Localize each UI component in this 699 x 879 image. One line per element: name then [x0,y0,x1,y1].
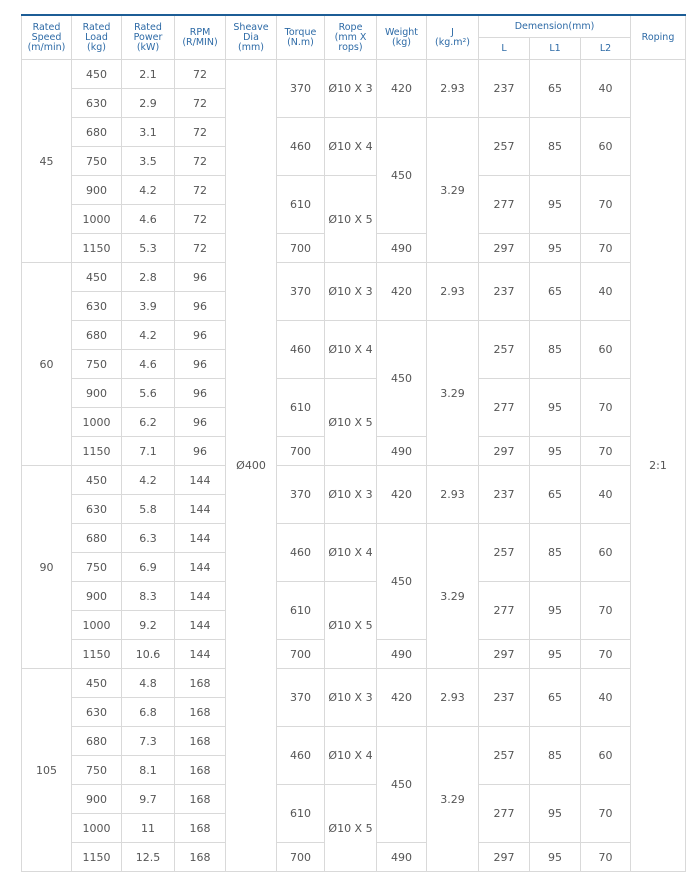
inertia-j-cell: 3.29 [427,118,479,263]
rated-power-cell: 2.9 [122,89,175,118]
rpm-cell: 72 [175,234,226,263]
rated-power-cell: 4.6 [122,205,175,234]
rpm-cell: 72 [175,89,226,118]
dim-l2-cell: 70 [581,843,631,872]
torque-cell: 370 [277,669,325,727]
dim-l2-cell: 70 [581,234,631,263]
dim-l2-cell: 40 [581,263,631,321]
rated-power-cell: 6.3 [122,524,175,553]
torque-cell: 610 [277,785,325,843]
weight-cell: 490 [377,234,427,263]
rated-load-cell: 680 [72,524,122,553]
weight-cell: 420 [377,669,427,727]
rated-power-cell: 3.1 [122,118,175,147]
rpm-cell: 168 [175,669,226,698]
torque-cell: 370 [277,466,325,524]
dim-l2-cell: 60 [581,321,631,379]
torque-cell: 460 [277,524,325,582]
inertia-j-cell: 2.93 [427,263,479,321]
header-sheave-dia: Sheave Dia (mm) [226,15,277,60]
dim-l1-cell: 85 [530,321,581,379]
table-row [22,321,686,350]
rpm-cell: 168 [175,843,226,872]
rated-power-cell: 7.1 [122,437,175,466]
rpm-cell: 144 [175,553,226,582]
weight-cell: 450 [377,118,427,234]
weight-cell: 420 [377,466,427,524]
rpm-cell: 96 [175,263,226,292]
dim-l-cell: 237 [479,263,530,321]
rpm-cell: 144 [175,495,226,524]
rpm-cell: 168 [175,814,226,843]
rated-speed-cell: 45 [22,60,72,263]
rated-power-cell: 6.2 [122,408,175,437]
header-inertia-j: J (kg.m²) [427,15,479,60]
traction-machine-spec-table [21,14,686,872]
rated-power-cell: 5.6 [122,379,175,408]
header-dim-l2: L2 [581,38,631,60]
rated-power-cell: 3.5 [122,147,175,176]
rated-load-cell: 1000 [72,611,122,640]
weight-cell: 450 [377,524,427,640]
dim-l1-cell: 95 [530,640,581,669]
spec-table-body [22,60,686,872]
dim-l1-cell: 85 [530,118,581,176]
dim-l2-cell: 70 [581,785,631,843]
dim-l2-cell: 70 [581,437,631,466]
rpm-cell: 144 [175,640,226,669]
rated-load-cell: 750 [72,756,122,785]
rope-cell: Ø10 X 5 [325,379,377,466]
header-rated-load: Rated Load (kg) [72,15,122,60]
rated-power-cell: 4.8 [122,669,175,698]
rated-power-cell: 11 [122,814,175,843]
rated-power-cell: 4.2 [122,321,175,350]
dim-l-cell: 257 [479,524,530,582]
rpm-cell: 96 [175,350,226,379]
table-row [22,176,686,205]
rpm-cell: 168 [175,698,226,727]
rpm-cell: 72 [175,118,226,147]
table-row [22,379,686,408]
weight-cell: 490 [377,843,427,872]
torque-cell: 370 [277,60,325,118]
rpm-cell: 144 [175,524,226,553]
rpm-cell: 168 [175,785,226,814]
rated-load-cell: 750 [72,553,122,582]
dim-l1-cell: 85 [530,524,581,582]
rated-load-cell: 1150 [72,234,122,263]
rated-load-cell: 630 [72,698,122,727]
dim-l1-cell: 65 [530,263,581,321]
dim-l-cell: 277 [479,176,530,234]
weight-cell: 420 [377,60,427,118]
dim-l-cell: 277 [479,379,530,437]
rated-load-cell: 450 [72,263,122,292]
dim-l1-cell: 65 [530,60,581,118]
rpm-cell: 72 [175,205,226,234]
header-rated-power: Rated Power (kW) [122,15,175,60]
inertia-j-cell: 3.29 [427,524,479,669]
dim-l1-cell: 95 [530,785,581,843]
dim-l2-cell: 40 [581,669,631,727]
header-weight: Weight (kg) [377,15,427,60]
rated-load-cell: 630 [72,292,122,321]
rpm-cell: 168 [175,756,226,785]
torque-cell: 700 [277,640,325,669]
header-rope: Rope (mm X rops) [325,15,377,60]
rated-power-cell: 5.3 [122,234,175,263]
rpm-cell: 96 [175,437,226,466]
inertia-j-cell: 2.93 [427,60,479,118]
table-row [22,785,686,814]
torque-cell: 460 [277,727,325,785]
torque-cell: 700 [277,843,325,872]
rpm-cell: 72 [175,176,226,205]
table-row [22,60,686,89]
dim-l-cell: 237 [479,466,530,524]
torque-cell: 610 [277,176,325,234]
rated-speed-cell: 60 [22,263,72,466]
spec-table-container [21,14,685,872]
rpm-cell: 96 [175,292,226,321]
rated-power-cell: 2.8 [122,263,175,292]
rope-cell: Ø10 X 4 [325,524,377,582]
rope-cell: Ø10 X 3 [325,263,377,321]
rated-speed-cell: 105 [22,669,72,872]
header-dim-l1: L1 [530,38,581,60]
rpm-cell: 144 [175,611,226,640]
rated-power-cell: 7.3 [122,727,175,756]
rope-cell: Ø10 X 3 [325,669,377,727]
torque-cell: 610 [277,379,325,437]
inertia-j-cell: 2.93 [427,466,479,524]
rated-load-cell: 750 [72,147,122,176]
rated-load-cell: 900 [72,379,122,408]
dim-l1-cell: 65 [530,466,581,524]
rated-load-cell: 900 [72,176,122,205]
rated-load-cell: 900 [72,785,122,814]
torque-cell: 610 [277,582,325,640]
dim-l1-cell: 95 [530,379,581,437]
rpm-cell: 72 [175,147,226,176]
rated-load-cell: 1000 [72,205,122,234]
dim-l2-cell: 70 [581,176,631,234]
rated-power-cell: 4.2 [122,176,175,205]
dim-l-cell: 277 [479,582,530,640]
dim-l1-cell: 95 [530,843,581,872]
rpm-cell: 168 [175,727,226,756]
dim-l-cell: 257 [479,321,530,379]
weight-cell: 490 [377,437,427,466]
torque-cell: 460 [277,118,325,176]
rope-cell: Ø10 X 4 [325,727,377,785]
rated-load-cell: 1000 [72,814,122,843]
rated-power-cell: 8.1 [122,756,175,785]
dim-l2-cell: 40 [581,466,631,524]
rated-power-cell: 10.6 [122,640,175,669]
rope-cell: Ø10 X 5 [325,582,377,669]
rated-load-cell: 450 [72,669,122,698]
weight-cell: 450 [377,321,427,437]
rpm-cell: 72 [175,60,226,89]
rope-cell: Ø10 X 5 [325,785,377,872]
rope-cell: Ø10 X 3 [325,60,377,118]
dim-l1-cell: 95 [530,176,581,234]
table-row [22,669,686,698]
header-rated-speed: Rated Speed (m/min) [22,15,72,60]
rated-power-cell: 8.3 [122,582,175,611]
rated-load-cell: 1150 [72,843,122,872]
rated-load-cell: 1000 [72,408,122,437]
dim-l2-cell: 60 [581,727,631,785]
dim-l1-cell: 95 [530,582,581,640]
dim-l2-cell: 60 [581,524,631,582]
rpm-cell: 96 [175,379,226,408]
table-row [22,466,686,495]
dim-l2-cell: 70 [581,379,631,437]
dim-l-cell: 297 [479,234,530,263]
table-row [22,582,686,611]
rated-load-cell: 900 [72,582,122,611]
torque-cell: 370 [277,263,325,321]
torque-cell: 460 [277,321,325,379]
sheave-dia-cell: Ø400 [226,60,277,872]
rpm-cell: 144 [175,466,226,495]
header-rpm: RPM (R/MIN) [175,15,226,60]
table-row [22,118,686,147]
rope-cell: Ø10 X 5 [325,176,377,263]
dim-l2-cell: 70 [581,582,631,640]
rated-power-cell: 5.8 [122,495,175,524]
torque-cell: 700 [277,437,325,466]
rpm-cell: 96 [175,408,226,437]
rated-load-cell: 450 [72,466,122,495]
rated-load-cell: 680 [72,727,122,756]
rated-power-cell: 4.6 [122,350,175,379]
rpm-cell: 144 [175,582,226,611]
roping-cell: 2:1 [631,60,686,872]
rated-speed-cell: 90 [22,466,72,669]
rated-load-cell: 750 [72,350,122,379]
rated-load-cell: 450 [72,60,122,89]
rated-load-cell: 1150 [72,640,122,669]
rated-load-cell: 1150 [72,437,122,466]
dim-l1-cell: 95 [530,234,581,263]
rated-power-cell: 2.1 [122,60,175,89]
table-row [22,524,686,553]
inertia-j-cell: 2.93 [427,669,479,727]
weight-cell: 450 [377,727,427,843]
table-row [22,263,686,292]
rated-power-cell: 4.2 [122,466,175,495]
rope-cell: Ø10 X 3 [325,466,377,524]
dim-l2-cell: 70 [581,640,631,669]
dim-l-cell: 257 [479,727,530,785]
rated-load-cell: 680 [72,321,122,350]
rated-load-cell: 680 [72,118,122,147]
weight-cell: 420 [377,263,427,321]
rated-power-cell: 9.7 [122,785,175,814]
dim-l-cell: 297 [479,843,530,872]
rope-cell: Ø10 X 4 [325,118,377,176]
rated-load-cell: 630 [72,89,122,118]
rpm-cell: 96 [175,321,226,350]
header-roping: Roping [631,15,686,60]
dim-l-cell: 277 [479,785,530,843]
torque-cell: 700 [277,234,325,263]
rated-power-cell: 9.2 [122,611,175,640]
rated-power-cell: 6.9 [122,553,175,582]
dim-l-cell: 297 [479,437,530,466]
inertia-j-cell: 3.29 [427,727,479,872]
header-torque: Torque (N.m) [277,15,325,60]
header-dimension: Demension(mm) [479,15,631,38]
table-row [22,727,686,756]
rated-load-cell: 630 [72,495,122,524]
dim-l-cell: 237 [479,60,530,118]
header-dim-l: L [479,38,530,60]
weight-cell: 490 [377,640,427,669]
rated-power-cell: 6.8 [122,698,175,727]
dim-l-cell: 237 [479,669,530,727]
dim-l-cell: 297 [479,640,530,669]
dim-l2-cell: 40 [581,60,631,118]
dim-l-cell: 257 [479,118,530,176]
rope-cell: Ø10 X 4 [325,321,377,379]
inertia-j-cell: 3.29 [427,321,479,466]
rated-power-cell: 12.5 [122,843,175,872]
dim-l1-cell: 65 [530,669,581,727]
rated-power-cell: 3.9 [122,292,175,321]
dim-l1-cell: 85 [530,727,581,785]
dim-l1-cell: 95 [530,437,581,466]
dim-l2-cell: 60 [581,118,631,176]
